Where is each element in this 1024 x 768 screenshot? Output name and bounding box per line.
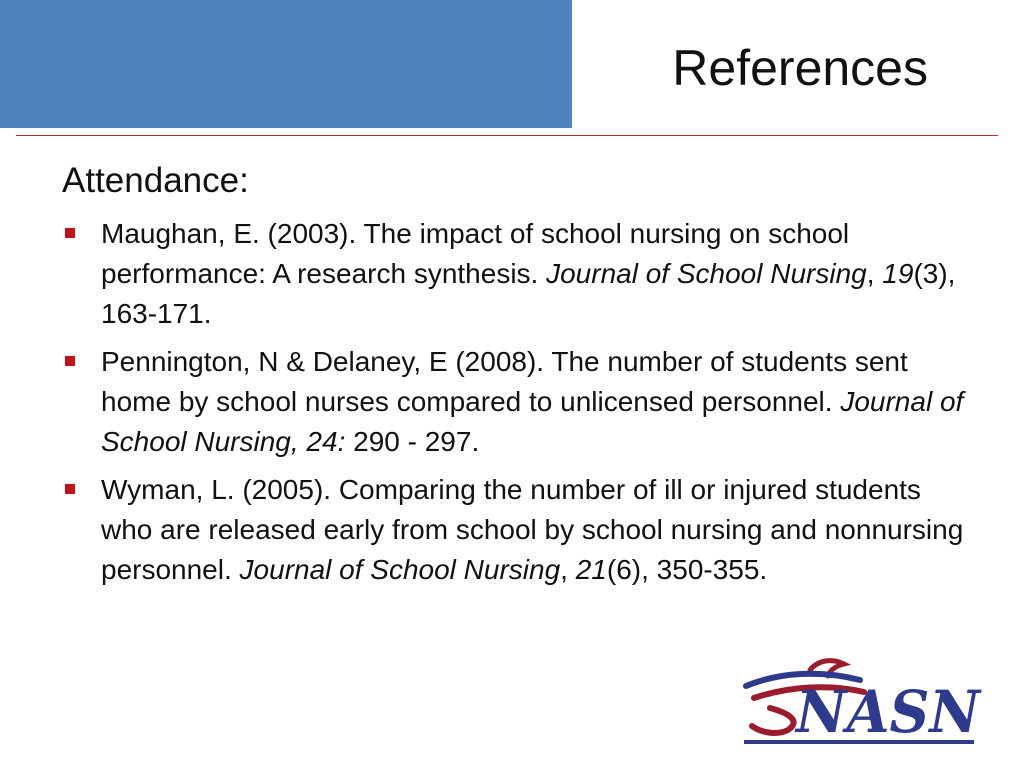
reference-volume: 19 bbox=[882, 258, 914, 289]
reference-journal: Journal of School Nursing bbox=[546, 258, 867, 289]
reference-text: Pennington, N & Delaney, E (2008). The number of students sent home by school nurses compared to unlicensed personnel. bbox=[101, 346, 908, 417]
logo-text: NASN bbox=[794, 678, 982, 746]
reference-pages: (3), 163-171. bbox=[101, 258, 956, 329]
reference-item bbox=[62, 470, 972, 590]
reference-item bbox=[62, 342, 972, 462]
reference-list bbox=[62, 214, 972, 590]
reference-text: Wyman, L. (2005). Comparing the number of ill or injured students who are released early from school by school nursing and nonnursing personnel. bbox=[101, 474, 964, 585]
square-bullet-icon bbox=[65, 356, 75, 366]
reference-separator: , bbox=[560, 554, 576, 585]
slide-title: References bbox=[672, 40, 928, 96]
square-bullet-icon bbox=[65, 484, 75, 494]
reference-journal: Journal of School Nursing bbox=[239, 554, 561, 585]
title-divider bbox=[16, 135, 998, 136]
reference-item bbox=[62, 214, 972, 334]
nasn-logo bbox=[740, 656, 984, 746]
square-bullet-icon bbox=[65, 228, 75, 238]
reference-pages: (6), 350-355. bbox=[606, 554, 768, 585]
reference-text: Maughan, E. (2003). The impact of school nursing on school performance: A research synthesis. bbox=[101, 218, 850, 289]
section-heading: Attendance: bbox=[62, 161, 249, 200]
reference-separator: , bbox=[866, 258, 883, 289]
reference-pages: 290 - 297. bbox=[345, 426, 480, 457]
reference-volume: 21 bbox=[575, 554, 607, 585]
reference-journal: Journal of School Nursing, 24: bbox=[101, 386, 964, 457]
slide-content bbox=[62, 160, 972, 598]
header-band bbox=[0, 0, 572, 128]
